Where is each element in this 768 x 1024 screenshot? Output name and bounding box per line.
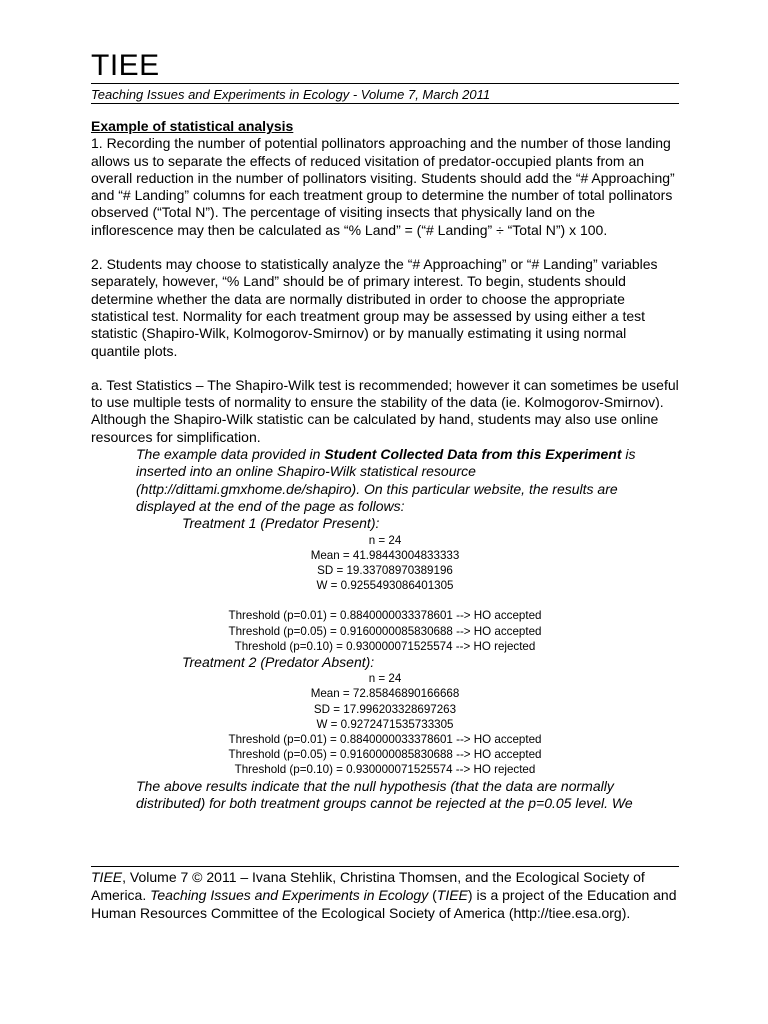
- treatment-1-label: Treatment 1 (Predator Present):: [182, 515, 380, 532]
- paragraph-3: a. Test Statistics – The Shapiro-Wilk test is recommended; however it can sometimes be useful to use multiple tests of normality to ensure the stability of the data (ie. Kolmogorov-Smirnov). Although the Shapiro-Wilk statistic can be calculated by hand, students may also use online resources for simplification.: [91, 376, 679, 445]
- footer-copyright: , Volume 7 © 2011 – Ivana Stehlik, Christina Thomsen, and the Ecological Society of America.: [91, 869, 645, 904]
- t1-threshold-001: Threshold (p=0.01) = 0.8840000033378601 --> HO accepted: [228, 609, 542, 623]
- footer-tiee-abbr: TIEE: [436, 887, 468, 904]
- t1-threshold-005: Threshold (p=0.05) = 0.9160000085830688 --> HO accepted: [228, 624, 542, 638]
- footer: TIEE, Volume 7 © 2011 – Ivana Stehlik, Christina Thomsen, and the Ecological Society of America. Teaching Issues and Experiments in Ecology (TIEE) is a project of the Education and Human Resources Committee of the Ecological Society of America (http://tiee.esa.org).: [91, 869, 677, 922]
- t2-mean: Mean = 72.85846890166668: [310, 687, 460, 701]
- footer-tiee: TIEE: [91, 869, 123, 885]
- paragraph-2: 2. Students may choose to statistically analyze the “# Approaching” or “# Landing” variables separately, however, “% Land” should be of primary interest. To begin, students should determine whether the data are normally distributed in order to choose the appropriate statistical test. Normality for each treatment group may be assessed by using either a test statistic (Shapiro-Wilk, Kolmogorov-Smirnov) or by manually estimating it using normal quantile plots.: [91, 256, 658, 359]
- example-paragraph: The example data provided in Student Collected Data from this Experiment is inserted into an online Shapiro-Wilk statistical resource (http://dittami.gmxhome.de/shapiro). On this particular website, the results are displayed at the end of the page as follows:: [136, 446, 636, 514]
- t2-sd: SD = 17.996203328697263: [313, 702, 457, 716]
- t2-threshold-005: Threshold (p=0.05) = 0.9160000085830688 --> HO accepted: [228, 748, 542, 762]
- example-bold-ref: Student Collected Data from this Experiment: [324, 446, 622, 463]
- t2-threshold-001: Threshold (p=0.01) = 0.8840000033378601 --> HO accepted: [228, 733, 542, 747]
- t2-w: W = 0.9272471535733305: [316, 717, 454, 731]
- footer-journal: Teaching Issues and Experiments in Ecology: [150, 887, 429, 904]
- section-heading: Example of statistical analysis: [91, 118, 294, 134]
- treatment-2-label: Treatment 2 (Predator Absent):: [182, 653, 375, 670]
- footer-rule: [91, 866, 679, 867]
- t1-n: n = 24: [368, 533, 402, 547]
- document-title: TIEE: [91, 49, 160, 82]
- t1-sd: SD = 19.33708970389196: [317, 563, 453, 577]
- paragraph-1: 1. Recording the number of potential pollinators approaching and the number of those landing allows us to separate the effects of reduced visitation of predator-occupied plants from an overall reduction in the number of pollinators visiting. Students should add the “# Approaching” and “# Landing” columns for each treatment group to determine the number of total pollinators observed (“Total N”). The percentage of visiting insects that physically land on the inflorescence may then be calculated as “% Land” = (“# Landing” ÷ “Total N”) x 100.: [91, 135, 675, 238]
- t2-threshold-010: Threshold (p=0.10) = 0.930000071525574 --> HO rejected: [234, 763, 536, 777]
- title-rule: [91, 83, 679, 84]
- t1-mean: Mean = 41.98443004833333: [310, 548, 460, 562]
- t2-n: n = 24: [368, 672, 402, 686]
- t1-w: W = 0.9255493086401305: [316, 579, 454, 593]
- t1-threshold-010: Threshold (p=0.10) = 0.930000071525574 --> HO rejected: [234, 639, 536, 653]
- treatment-2-stats: [91, 671, 679, 777]
- document-body: [91, 118, 679, 812]
- conclusion-paragraph: The above results indicate that the null hypothesis (that the data are normally distributed) for both treatment groups cannot be rejected at the p=0.05 level. We: [136, 777, 633, 811]
- footer-rest: ) is a project of the Education and Human Resources Committee of the Ecological Society of America (http://tiee.esa.org).: [91, 887, 677, 922]
- subtitle-rule: [91, 103, 679, 104]
- treatment-1-stats: [91, 533, 679, 654]
- document-subtitle: Teaching Issues and Experiments in Ecology - Volume 7, March 2011: [91, 87, 491, 102]
